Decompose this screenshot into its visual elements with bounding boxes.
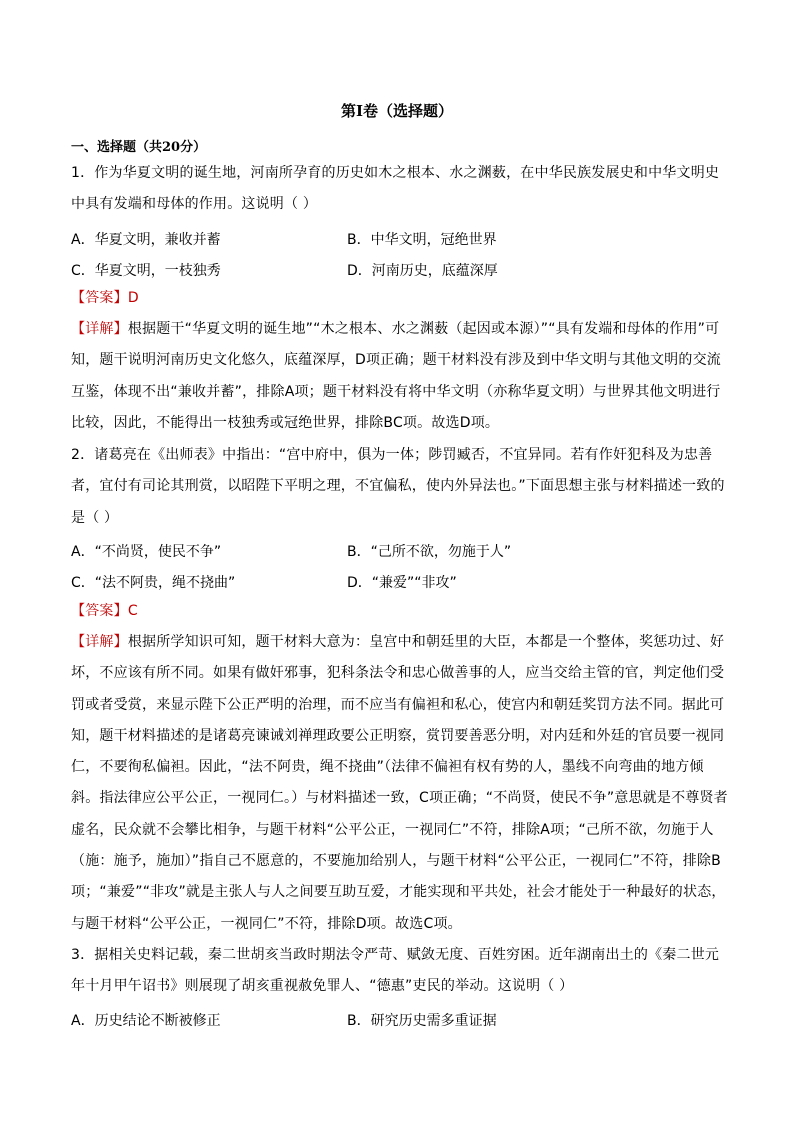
question-2-options-row-1 <box>71 541 731 561</box>
question-2-option-d: D．“兼爱”“非攻” <box>347 575 457 591</box>
question-3-options-row-1 <box>71 1010 731 1030</box>
section-heading: 一、选择题（共20分） <box>71 140 207 155</box>
question-2-stem: 2．诸葛亮在《出师表》中指出：“宫中府中，俱为一体；陟罚臧否，不宜异同。若有作奸犯科及为忠善者，宜付有司论其刑赏，以昭陛下平明之理，不宜偏私，使内外异法也。”下面思想主张与材料描述一致的是（ ） <box>71 447 725 526</box>
question-1-option-b: B．中华文明，冠绝世界 <box>347 232 497 248</box>
question-1-answer <box>71 283 731 314</box>
question-1-option-d: D．河南历史，底蕴深厚 <box>347 263 498 279</box>
detail-label: 【详解】 <box>71 321 128 337</box>
question-2-explanation <box>71 627 731 940</box>
detail-text: 根据所学知识可知，题干材料大意为：皇宫中和朝廷里的大臣，本都是一个整体，奖惩功过、好坏，不应该有所不同。如果有做奸邪事，犯科条法令和忠心做善事的人，应当交给主管的官，判定他们受罚或者受赏，来显示陛下公正严明的治理，而不应当有偏袒和私心，使宫内和朝廷奖罚方法不同。据此可知，题干材料描述的是诸葛亮谏诫刘禅理政要公正明察，赏罚要善恶分明，对内廷和外廷的官员要一视同仁，不要徇私偏袒。因此，“法不阿贵，绳不挠曲”（法律不偏袒有权有势的人，墨线不向弯曲的地方倾斜。指法律应公平公正，一视同仁。）与材料描述一致，C项正确；“不尚贤，使民不争”意思就是不尊贤者虚名，民众就不会攀比相争，与题干材料“公平公正，一视同仁”不符，排除A项；“己所不欲，勿施于人（施：施予，施加）”指自己不愿意的，不要施加给别人，与题干材料“公平公正，一视同仁”不符，排除B项；“兼爱”“非攻”就是主张人与人之间要互助互爱，才能实现和平共处，社会才能处于一种最好的状态，与题干材料“公平公正，一视同仁”不符，排除D项。故选C项。 <box>71 634 728 932</box>
question-1-options-row-1 <box>71 229 731 249</box>
question-2-option-c: C．“法不阿贵，绳不挠曲” <box>71 575 236 591</box>
question-2-options-row-2 <box>71 572 731 592</box>
page-title: 第Ⅰ卷（选择题） <box>340 102 454 120</box>
question-3-stem: 3．据相关史料记载，秦二世胡亥当政时期法令严苛、赋敛无度、百姓穷困。近年湖南出土的《秦二世元年十月甲午诏书》则展现了胡亥重视赦免罪人、“德惠”吏民的举动。这说明（ ） <box>71 947 720 995</box>
question-3-option-b: B．研究历史需多重证据 <box>347 1013 497 1029</box>
question-2-option-a: A．“不尚贤，使民不争” <box>71 544 222 560</box>
question-1-options-row-2 <box>71 260 731 280</box>
question-1-explanation <box>71 314 731 439</box>
detail-label: 【详解】 <box>71 634 128 650</box>
answer-label: 【答案】 <box>71 290 128 306</box>
answer-label: 【答案】 <box>71 603 128 619</box>
question-1-option-a: A．华夏文明，兼收并蓄 <box>71 232 221 248</box>
answer-value: D <box>127 290 139 306</box>
question-2-answer <box>71 596 731 627</box>
question-2-option-b: B．“己所不欲，勿施于人” <box>347 544 512 560</box>
question-1-stem: 1．作为华夏文明的诞生地，河南所孕育的历史如木之根本、水之渊薮，在中华民族发展史和中华文明史中具有发端和母体的作用。这说明（ ） <box>71 165 720 213</box>
detail-text: 根据题干“华夏文明的诞生地”“木之根本、水之渊薮（起因或本源）”“具有发端和母体的作用”可知，题干说明河南历史文化悠久，底蕴深厚，D项正确；题干材料没有涉及到中华文明与其他文明的交流互鉴，体现不出“兼收并蓄”，排除A项；题干材料没有将中华文明（亦称华夏文明）与世界其他文明进行比较，因此，不能得出一枝独秀或冠绝世界，排除BC项。故选D项。 <box>71 321 721 431</box>
question-1-option-c: C．华夏文明，一枝独秀 <box>71 263 221 279</box>
answer-value: C <box>127 603 138 619</box>
question-3-option-a: A．历史结论不断被修正 <box>71 1013 221 1029</box>
